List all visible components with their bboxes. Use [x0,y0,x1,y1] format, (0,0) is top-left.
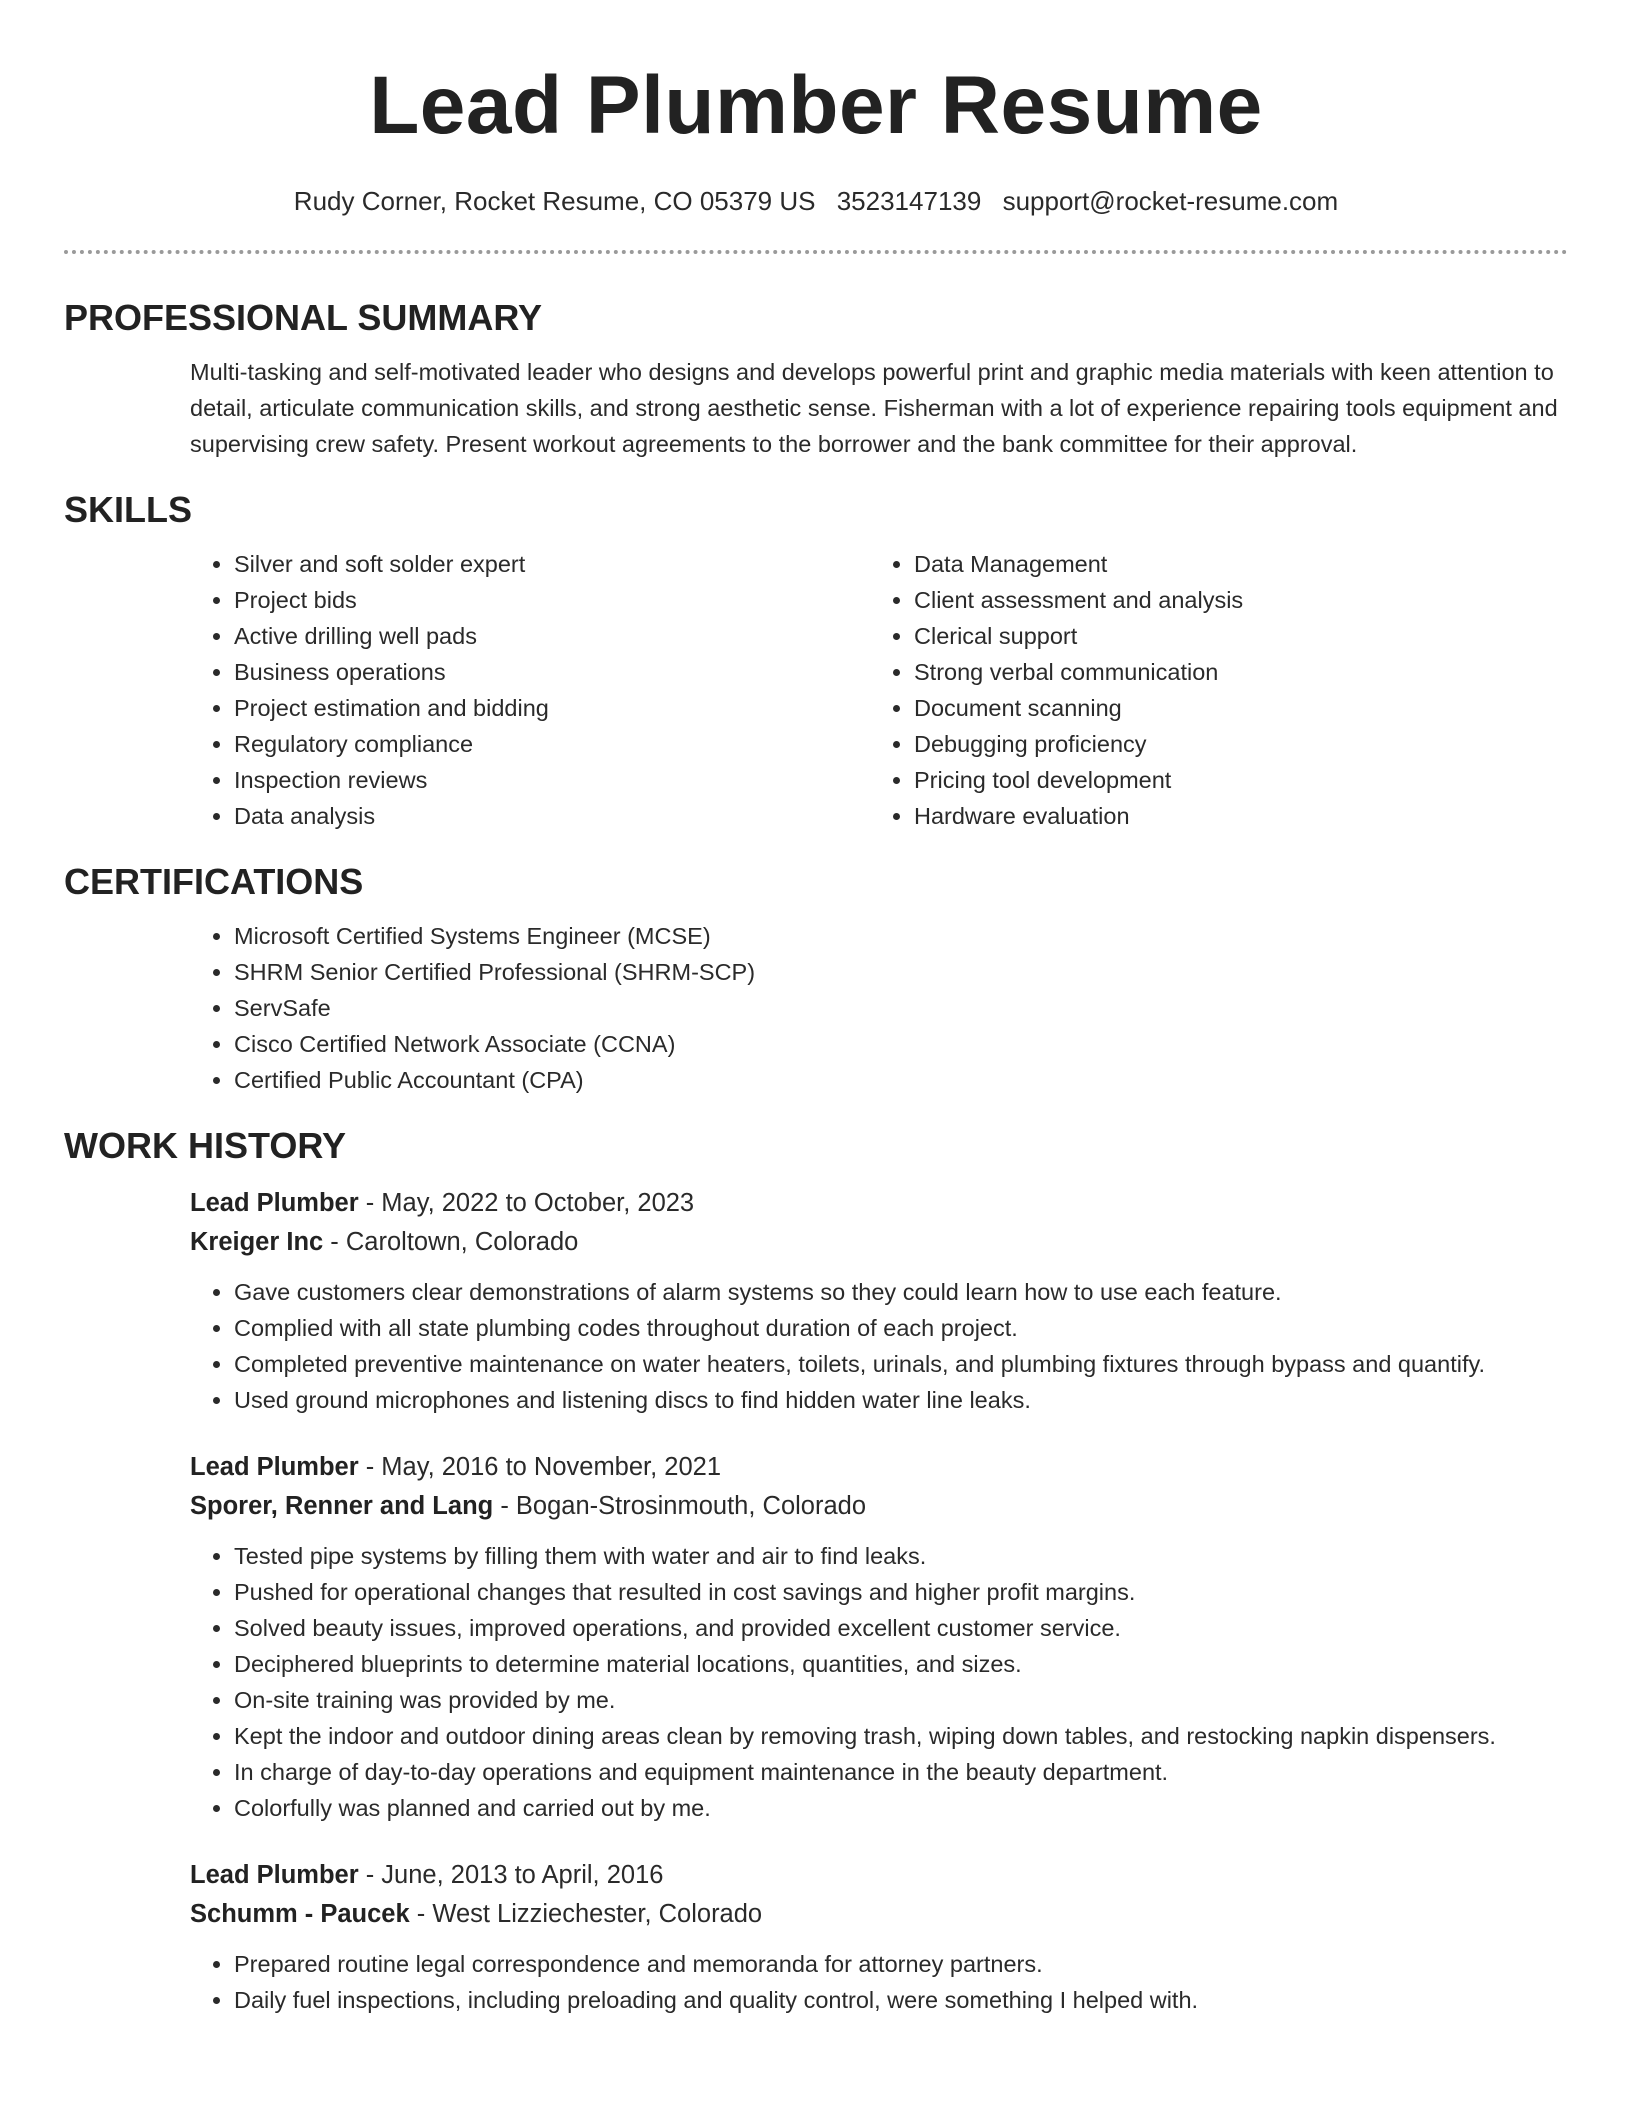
job-bullet: • Daily fuel inspections, including preloading and quality control, were something I helped with. [234,1982,1568,2018]
job-entry [190,1856,1568,2018]
job-title: Lead Plumber [190,1189,359,1217]
job-bullet: • Complied with all state plumbing codes throughout duration of each project. [234,1310,1568,1346]
skills-section [64,488,1568,834]
summary-heading: PROFESSIONAL SUMMARY [64,297,543,338]
job-company-line [190,1895,1568,1934]
skills-grid [190,546,1568,834]
job-bullet: • Pushed for operational changes that resulted in cost savings and higher profit margins. [234,1574,1568,1610]
job-bullet: • Colorfully was planned and carried out by me. [234,1790,1568,1826]
certification-item: • Microsoft Certified Systems Engineer (MCSE) [234,918,1568,954]
job-company: Schumm - Paucek [190,1900,410,1928]
job-company-line [190,1223,1568,1262]
certification-item: • Certified Public Accountant (CPA) [234,1062,1568,1098]
skill-item: • Project estimation and bidding [234,690,870,726]
certification-item: • SHRM Senior Certified Professional (SHRM-SCP) [234,954,1568,990]
job-title-line [190,1856,1568,1895]
certifications-heading: CERTIFICATIONS [64,861,364,902]
job-bullet: • Prepared routine legal correspondence and memoranda for attorney partners. [234,1946,1568,1982]
job-bullet: • Completed preventive maintenance on water heaters, toilets, urinals, and plumbing fixtures through bypass and quantify. [234,1346,1568,1382]
certification-item: • Cisco Certified Network Associate (CCNA) [234,1026,1568,1062]
job-location: - Caroltown, Colorado [323,1228,579,1256]
contact-line [64,184,1568,218]
job-bullets [190,1274,1568,1418]
job-bullets [190,1538,1568,1826]
contact-phone: 3523147139 [836,186,982,216]
skill-item: • Data analysis [234,798,870,834]
work-history-section [64,1124,1568,2018]
skill-item: • Hardware evaluation [914,798,1550,834]
skill-item: • Client assessment and analysis [914,582,1550,618]
skill-item: • Inspection reviews [234,762,870,798]
job-bullet: • Deciphered blueprints to determine material locations, quantities, and sizes. [234,1646,1568,1682]
skill-item: • Regulatory compliance [234,726,870,762]
job-bullets [190,1946,1568,2018]
certification-item: • ServSafe [234,990,1568,1026]
job-bullet: • On-site training was provided by me. [234,1682,1568,1718]
job-dates: - June, 2013 to April, 2016 [358,1861,664,1889]
job-entry [190,1448,1568,1826]
job-company-line [190,1487,1568,1526]
contact-email: support@rocket-resume.com [1002,186,1339,216]
certifications-list [190,918,1568,1098]
skill-item: • Silver and soft solder expert [234,546,870,582]
skill-item: • Active drilling well pads [234,618,870,654]
skills-list-right [870,546,1550,834]
skill-item: • Strong verbal communication [914,654,1550,690]
work-history-heading: WORK HISTORY [64,1125,347,1166]
job-dates: - May, 2022 to October, 2023 [358,1189,695,1217]
skills-list-left [190,546,870,834]
job-title-line [190,1184,1568,1223]
skill-item: • Data Management [914,546,1550,582]
job-company: Sporer, Renner and Lang [190,1492,494,1520]
job-entry [190,1184,1568,1418]
resume-title: Lead Plumber Resume [369,60,1263,151]
job-location: - Bogan-Strosinmouth, Colorado [493,1492,867,1520]
certifications-section [64,860,1568,1098]
skill-item: • Document scanning [914,690,1550,726]
summary-section [64,296,1568,462]
skills-heading: SKILLS [64,489,193,530]
job-bullet: • Kept the indoor and outdoor dining areas clean by removing trash, wiping down tables, and restocking napkin dispensers. [234,1718,1568,1754]
job-bullet: • Tested pipe systems by filling them with water and air to find leaks. [234,1538,1568,1574]
skill-item: • Debugging proficiency [914,726,1550,762]
job-dates: - May, 2016 to November, 2021 [358,1453,722,1481]
skill-item: • Business operations [234,654,870,690]
skill-item: • Clerical support [914,618,1550,654]
header-divider [64,250,1568,254]
job-location: - West Lizziechester, Colorado [409,1900,763,1928]
skill-item: • Pricing tool development [914,762,1550,798]
job-bullet: • Used ground microphones and listening discs to find hidden water line leaks. [234,1382,1568,1418]
job-title-line [190,1448,1568,1487]
job-bullet: • In charge of day-to-day operations and equipment maintenance in the beauty department. [234,1754,1568,1790]
summary-text: Multi-tasking and self-motivated leader who designs and develops powerful print and graphic media materials with keen attention to detail, articulate communication skills, and strong aesthetic sense. Fisherman with a lot of experience repairing tools equipment and supervising crew safety. Present workout agreements to the borrower and the bank committee for their approval. [190,359,1558,457]
job-title: Lead Plumber [190,1861,359,1889]
job-title: Lead Plumber [190,1453,359,1481]
contact-address: Rudy Corner, Rocket Resume, CO 05379 US [293,186,816,216]
job-bullet: • Solved beauty issues, improved operations, and provided excellent customer service. [234,1610,1568,1646]
skill-item: • Project bids [234,582,870,618]
job-company: Kreiger Inc [190,1228,324,1256]
job-bullet: • Gave customers clear demonstrations of alarm systems so they could learn how to use each feature. [234,1274,1568,1310]
